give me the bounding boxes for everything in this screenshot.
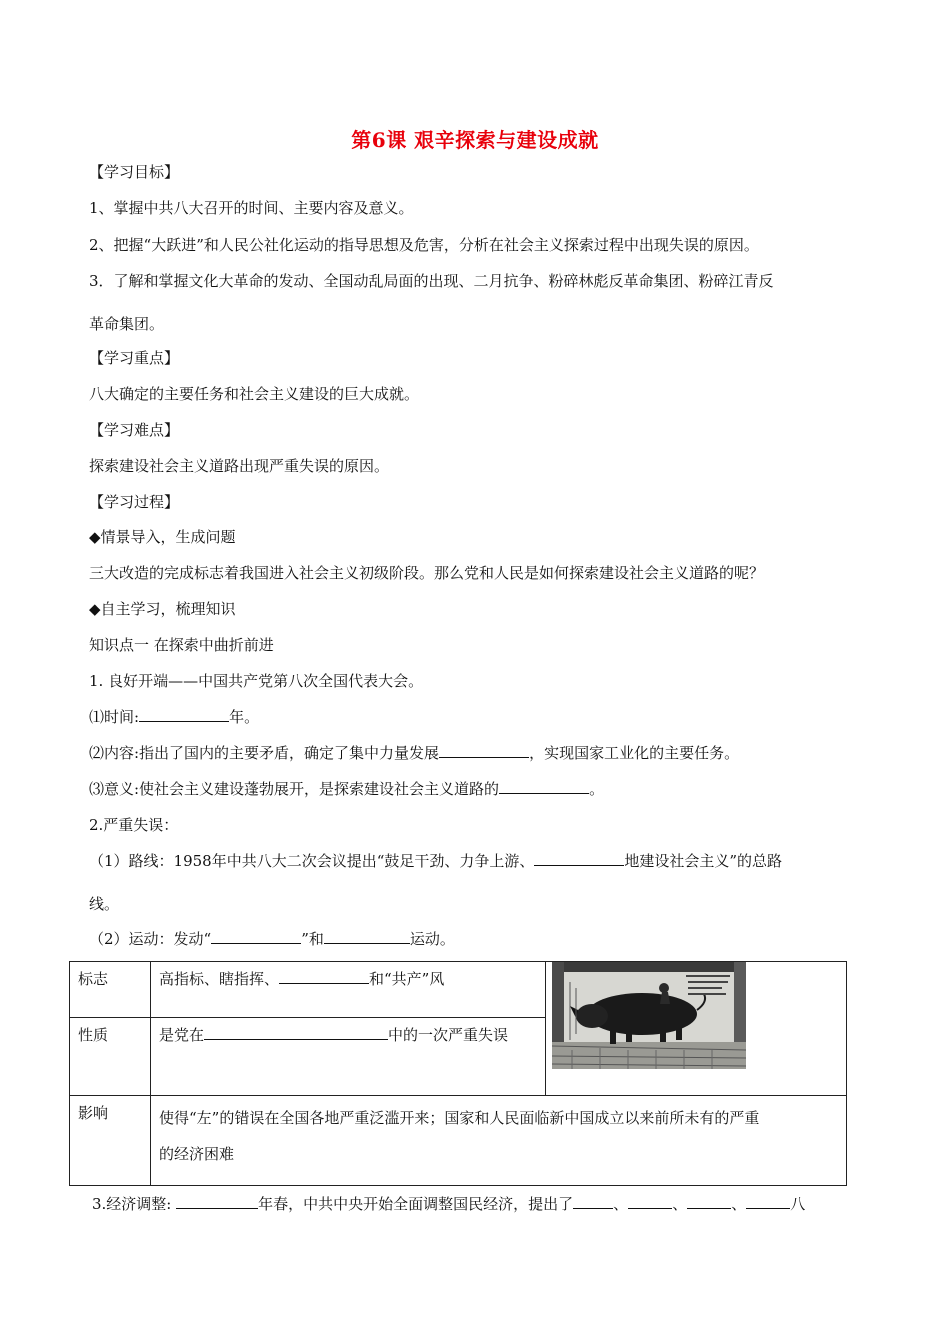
- item-2-route-cont: 线。: [89, 895, 120, 913]
- item-2: 2.严重失误：: [89, 816, 179, 834]
- content-blank[interactable]: [439, 743, 529, 758]
- difficulty-header: 【学习难点】: [89, 421, 180, 439]
- item-1-content: ⑵内容:指出了国内的主要矛盾，确定了集中力量发展 ，实现国家工业化的主要任务。: [89, 744, 740, 762]
- table-row: [70, 1096, 847, 1186]
- pig-cartoon-image: [552, 962, 746, 1069]
- row-nature-content: 是党在 中的一次严重失误: [151, 1018, 546, 1096]
- time-blank[interactable]: [139, 707, 229, 722]
- illustration-cell: [546, 962, 847, 1096]
- item-3: 3.经济调整: 年春，中共中央开始全面调整国民经济，提出了 、 、 、 八: [92, 1195, 806, 1213]
- route-blank[interactable]: [534, 851, 624, 866]
- policy-blank-4[interactable]: [746, 1194, 790, 1209]
- intro-header: ◆情景导入，生成问题: [89, 528, 236, 546]
- significance-blank[interactable]: [499, 779, 589, 794]
- row-impact-content: 使得“左”的错误在全国各地严重泛滥开来；国家和人民面临新中国成立以来前所未有的严重 的经济困难: [151, 1096, 847, 1186]
- policy-blank-2[interactable]: [628, 1194, 672, 1209]
- self-study-header: ◆自主学习，梳理知识: [89, 600, 236, 618]
- objective-3: 3．了解和掌握文化大革命的发动、全国动乱局面的出现、二月抗争、粉碎林彪反革命集团、粉碎江青反: [89, 272, 774, 290]
- item-1-time: ⑴时间: 年。: [89, 708, 260, 726]
- policy-blank-3[interactable]: [687, 1194, 731, 1209]
- objective-1: 1、掌握中共八大召开的时间、主要内容及意义。: [89, 199, 414, 217]
- row-label-nature: 性质: [70, 1018, 151, 1096]
- movement-blank-1[interactable]: [211, 929, 301, 944]
- policy-blank-1[interactable]: [573, 1194, 613, 1209]
- intro-text: 三大改造的完成标志着我国进入社会主义初级阶段。那么党和人民是如何探索建设社会主义道路的呢？: [89, 564, 765, 582]
- table-row: [70, 962, 847, 1018]
- knowledge-point-1-title: 知识点一 在探索中曲折前进: [89, 636, 274, 654]
- lesson-title: 第6课 艰辛探索与建设成就: [351, 128, 599, 152]
- row-sign-content: 高指标、瞎指挥、 和“共产”风: [151, 962, 546, 1018]
- year-blank[interactable]: [176, 1194, 258, 1209]
- objective-3-cont: 革命集团。: [89, 315, 165, 333]
- movement-blank-2[interactable]: [324, 929, 410, 944]
- objective-2: 2、把握“大跃进”和人民公社化运动的指导思想及危害，分析在社会主义探索过程中出现失误的原因。: [89, 236, 759, 254]
- item-2-route: （1）路线：1958年中共八大二次会议提出“鼓足干劲、力争上游、 地建设社会主义”的总路: [89, 852, 783, 870]
- key-text: 八大确定的主要任务和社会主义建设的巨大成就。: [89, 385, 420, 403]
- objectives-header: 【学习目标】: [89, 163, 180, 181]
- item-1-significance: ⑶意义:使社会主义建设蓬勃展开，是探索建设社会主义道路的 。: [89, 780, 605, 798]
- item-1: 1. 良好开端——中国共产党第八次全国代表大会。: [89, 672, 424, 690]
- item-2-movement: （2）运动：发动“ ”和 运动。: [89, 930, 455, 948]
- row-label-impact: 影响: [70, 1096, 151, 1186]
- nature-blank[interactable]: [204, 1025, 388, 1040]
- movement-table: [69, 961, 847, 1186]
- difficulty-text: 探索建设社会主义道路出现严重失误的原因。: [89, 457, 390, 475]
- key-header: 【学习重点】: [89, 349, 180, 367]
- row-label-sign: 标志: [70, 962, 151, 1018]
- sign-blank[interactable]: [279, 969, 369, 984]
- process-header: 【学习过程】: [89, 493, 180, 511]
